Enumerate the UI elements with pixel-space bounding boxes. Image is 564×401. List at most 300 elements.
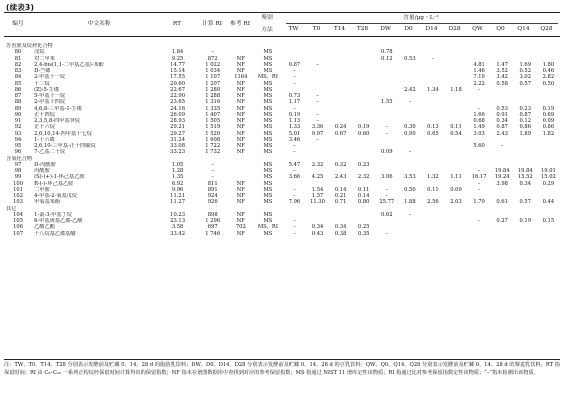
cell-ref-ri: NF (236, 99, 245, 106)
cell-method: MS (263, 161, 273, 168)
cell-rt: 3.58 (171, 224, 184, 231)
cell-value-d14: 1.32 (427, 174, 439, 181)
cell-calc-ri: 891 (207, 186, 218, 193)
cell-value-q28: 0.15 (542, 218, 555, 225)
cell-value-d0: 3.53 (404, 174, 416, 181)
cell-name: 戊烷 (34, 49, 45, 56)
cell-value-q28: 19.01 (540, 168, 556, 175)
cell-ref-ri: NF (236, 93, 245, 100)
cell-calc-ri: 1 520 (205, 130, 221, 137)
cell-value-qw: 5.60 (473, 143, 485, 150)
cell-rt: 9.25 (171, 55, 184, 62)
cell-value-q28: 0.19 (542, 105, 555, 112)
cell-no: 89 (14, 105, 22, 112)
cell-calc-ri: 1 407 (205, 111, 221, 118)
header-sample-t0: T0 (312, 26, 321, 32)
cell-value-dw: – (385, 230, 389, 237)
cell-value-t0: 4.25 (311, 174, 324, 181)
cell-value-q0: 3.52 (496, 68, 508, 75)
cell-value-tw: 0.73 (288, 93, 301, 100)
cell-name: 4-甲基-2-氧基戊烷 (34, 193, 78, 200)
cell-value-tw: – (293, 105, 296, 112)
cell-value-dw: 0.78 (381, 49, 393, 56)
cell-ref-ri: NF (236, 218, 245, 225)
cell-method: MS (263, 186, 273, 193)
cell-method: MS (263, 130, 273, 137)
cell-method: MS (263, 180, 273, 187)
cell-value-t14: 0.67 (334, 130, 347, 137)
cell-value-d14: – (431, 55, 435, 62)
cell-value-q28: 0.86 (542, 124, 555, 131)
cell-method: MS (263, 136, 273, 143)
cell-method: MS (263, 49, 273, 56)
cell-value-d0: 0.90 (404, 130, 416, 137)
cell-no: 83 (14, 68, 22, 75)
cell-rt: 28.93 (170, 118, 186, 125)
cell-value-tw: – (293, 168, 296, 175)
cell-ref-ri: NF (236, 149, 245, 156)
cell-value-d0: 0.30 (404, 124, 416, 131)
cell-value-t0: 3.36 (311, 124, 324, 131)
cell-value-d0: 0.53 (404, 55, 416, 62)
cell-value-d0: 2.42 (404, 86, 416, 93)
cell-value-t28: 0.14 (357, 193, 370, 200)
cell-rt: 33.42 (170, 230, 186, 237)
cell-no: 82 (14, 61, 22, 68)
cell-value-t0: 0.43 (311, 230, 324, 237)
cell-value-t14: 0.32 (334, 161, 347, 168)
cell-value-q14: 0.52 (519, 68, 532, 75)
cell-value-q0: 0.91 (496, 111, 508, 118)
cell-rt: 20.60 (170, 80, 186, 87)
cell-value-q14: 0.12 (519, 118, 532, 125)
cell-calc-ri: 1 207 (205, 80, 221, 87)
cell-value-q14: 0.87 (519, 111, 532, 118)
cell-rt: 15.14 (170, 68, 186, 75)
cell-rt: 17.55 (170, 74, 186, 81)
cell-value-qw: 1.79 (473, 199, 485, 206)
cell-no: 94 (14, 136, 22, 143)
cell-value-q0: 2.43 (496, 130, 508, 137)
cell-calc-ri: – (211, 168, 214, 175)
cell-value-t14: 0.71 (334, 199, 347, 206)
cell-ref-ri: NF (236, 55, 245, 62)
cell-value-tw: 0.87 (288, 61, 301, 68)
cell-method: MS (263, 80, 273, 87)
header-rt: RT (172, 21, 182, 27)
cell-ref-ri: NF (236, 80, 245, 87)
cell-value-t14: 0.21 (334, 193, 347, 200)
cell-value-q0 (491, 231, 514, 237)
cell-value-q0: 0.87 (496, 124, 508, 131)
header-sample-d28: D28 (448, 26, 461, 32)
cell-value-tw: – (293, 230, 296, 237)
cell-value-q28: 0.50 (542, 80, 555, 87)
cell-name: 5-甲基十一烷 (34, 93, 66, 100)
cell-method: MS (263, 149, 273, 156)
cell-ref-ri: NF (236, 111, 245, 118)
cell-no: 107 (13, 230, 23, 237)
cell-value-t28: 0.35 (357, 230, 370, 237)
cell-name: 7-乙基二十烷 (34, 149, 66, 156)
cell-value-qw: 2.22 (473, 80, 485, 87)
cell-rt: 11.21 (170, 193, 186, 200)
cell-name: 2,3,5,8-四甲基癸烷 (34, 118, 80, 125)
cell-method: MS (263, 143, 273, 150)
cell-value-t0: 0.34 (311, 224, 324, 231)
cell-value-qw: 3.03 (473, 130, 485, 137)
cell-value-d0: – (408, 211, 412, 218)
cell-value-qw: – (477, 86, 481, 93)
cell-value-t0: – (316, 61, 319, 68)
cell-method: MS (263, 199, 273, 206)
cell-calc-ri: 1 316 (205, 99, 221, 106)
cell-value-t0: 9.97 (311, 130, 324, 137)
cell-no: 80 (14, 49, 22, 56)
cell-ref-ri: NF (236, 136, 245, 143)
cell-calc-ri: 1 722 (205, 143, 221, 150)
cell-ref-ri: NF (236, 68, 245, 75)
cell-calc-ri: 872 (207, 55, 218, 62)
cell-value-dw: 3.06 (381, 174, 393, 181)
cell-value-d0: – (408, 149, 412, 156)
header-sample-t14: T14 (333, 26, 346, 32)
cell-value-d28: 1.18 (450, 86, 462, 93)
header-sample-q0: Q0 (496, 26, 505, 32)
cell-value-qw: – (477, 218, 481, 225)
cell-method: MS (263, 193, 273, 200)
cell-name: D-内酰胺 (34, 161, 56, 168)
data-table (4, 43, 560, 237)
header-method-2: 方法 (261, 27, 273, 33)
cell-value-t14: 2.43 (334, 174, 347, 181)
cell-value-d0 (398, 231, 421, 237)
cell-rt: 33.23 (170, 149, 186, 156)
cell-method: MS (263, 218, 273, 225)
cell-value-t14: 0.34 (334, 224, 347, 231)
header-sample-t28: T28 (356, 26, 369, 32)
cell-value-d28: 0.11 (450, 124, 462, 131)
cell-value-t0: – (316, 118, 319, 125)
cell-name: 6-甲基庚基乙烯-乙酸 (34, 218, 83, 225)
cell-value-qw: 1.66 (473, 111, 485, 118)
section-label: 芳香族及烷烃化合物 (6, 43, 53, 50)
cell-value-q28 (537, 231, 560, 237)
cell-value-q14: 1.69 (519, 61, 532, 68)
cell-value-dw: – (385, 186, 389, 193)
table-caption: (续表3) (6, 3, 35, 12)
cell-value-q0: – (500, 143, 504, 150)
cell-name: (Z)-5-壬烯 (34, 86, 59, 93)
cell-method: MS (263, 124, 273, 131)
cell-value-q0: 0.58 (496, 80, 508, 87)
header-bottom-rule (4, 36, 560, 37)
cell-value-qw: – (477, 168, 481, 175)
footnote: 注：TW、T0、T14、T28 分别表示发酵前及贮藏 0、14、28 d 的脂肪乳饮料；DW、D0、D14、D28 分别表示发酵前及贮藏 0、14、28 d 的豆乳饮料；QW、Q0、Q14、Q28 分别表示发酵前及贮藏 0、14、28 d 的藜麦乳饮料，RT 指保留时间；RI 由 C₆–C₂₅ 一系列正构烷烃保留时间计算得出的保留指数；NF 指未在谱图数据库中查找到对应的参考保留指数；MS 指通过 NIST 11 谱库定性该物质；RI 指通过比对参考保留指数定性该物质；“–”指未检测出该物质。 (4, 362, 560, 377)
cell-calc-ri: 1 107 (205, 74, 221, 81)
cell-value-q14: 1.89 (519, 130, 532, 137)
header-no: 编号 (12, 21, 24, 27)
cell-calc-ri: 1 732 (205, 149, 221, 156)
cell-method: MS，RI (257, 224, 278, 231)
cell-no: 97 (14, 161, 22, 168)
cell-calc-ri: 1 022 (205, 61, 221, 68)
cell-value-q14 (514, 231, 537, 237)
cell-rt: 1.05 (171, 161, 184, 168)
cell-calc-ri: 811 (207, 180, 218, 187)
table-body (4, 43, 560, 237)
cell-value-t28: 2.32 (357, 174, 370, 181)
cell-value-q14: 19.84 (517, 168, 533, 175)
cell-value-t14: 0.24 (334, 124, 347, 131)
cell-calc-ri: 1 519 (205, 124, 221, 131)
cell-no: 86 (14, 86, 22, 93)
header-content: 含量/μg・L⁻¹ (402, 15, 440, 21)
cell-value-qw: 1.49 (473, 124, 485, 131)
cell-method: MS (263, 174, 273, 181)
cell-value-q0: 0.27 (496, 218, 508, 225)
cell-value-qw: – (477, 105, 481, 112)
cell-value-qw: – (477, 186, 481, 193)
cell-calc-ri: – (211, 174, 214, 181)
header-method-1: 鉴别 (261, 15, 273, 21)
cell-value-tw: – (293, 224, 296, 231)
cell-name: 2,4-bis(1,1-二甲基乙基)-苯酚 (34, 61, 104, 68)
cell-name: 对二甲苯 (34, 55, 55, 62)
cell-calc-ri: 1 296 (205, 218, 221, 225)
header-sample-d0: D0 (404, 26, 413, 32)
cell-calc-ri: 1 608 (205, 136, 221, 143)
cell-value-tw: – (293, 143, 296, 150)
cell-no: 88 (14, 99, 22, 106)
cell-value-d14: 1.34 (427, 86, 439, 93)
cell-value-t0: 1.57 (311, 193, 324, 200)
cell-method: MS (263, 211, 273, 218)
cell-value-q28: 1.82 (542, 130, 555, 137)
cell-value-dw: 0.12 (381, 55, 393, 62)
cell-value-tw: 7.96 (288, 199, 301, 206)
cell-value-qw: – (477, 180, 481, 187)
cell-value-tw: – (293, 149, 296, 156)
cell-no: 90 (14, 111, 22, 118)
cell-calc-ri: 697 (207, 224, 218, 231)
cell-value-q0: 3.98 (496, 180, 508, 187)
cell-value-t28: 0.19 (357, 124, 370, 131)
cell-method: MS (263, 168, 273, 175)
cell-ref-ri: NF (236, 199, 245, 206)
cell-rt: 29.21 (170, 124, 186, 131)
cell-value-t0: 11.30 (310, 199, 325, 206)
cell-rt: 23.13 (170, 218, 186, 225)
cell-value-t0: 2.32 (311, 161, 324, 168)
header-sample-q14: Q14 (517, 26, 530, 32)
cell-name: 乙酸乙酯 (34, 224, 55, 231)
cell-value-tw: – (293, 186, 296, 193)
cell-name: D-苎烯 (34, 68, 51, 75)
cell-value-q14: 0.57 (519, 199, 532, 206)
cell-ref-ri: NF (236, 211, 245, 218)
cell-method: MS (263, 230, 273, 237)
cell-ref-ri: NF (236, 186, 245, 193)
cell-value-tw: 5.01 (288, 130, 301, 137)
header-sample-tw: TW (288, 26, 299, 32)
cell-value-tw: 1.17 (288, 99, 301, 106)
cell-value-qw (468, 231, 491, 237)
cell-name: 4,6,8-三甲基-1-壬烯 (34, 105, 82, 112)
cell-no: 95 (14, 143, 22, 150)
cell-value-q0: 0.34 (496, 118, 508, 125)
cell-name: 二甲胺 (34, 186, 50, 193)
cell-value-t0: – (316, 111, 319, 118)
cell-rt: 23.65 (170, 99, 186, 106)
cell-value-dw: 0.09 (381, 149, 393, 156)
cell-value-q0: 3.42 (496, 74, 508, 81)
cell-no: 81 (14, 55, 22, 62)
cell-ref-ri: NF (236, 105, 245, 112)
cell-ref-ri: 1164 (234, 74, 248, 81)
cell-rt: 33.08 (170, 143, 186, 150)
cell-no: 100 (13, 180, 23, 187)
cell-value-t28: 0.80 (357, 199, 370, 206)
cell-value-q14: 15.52 (517, 174, 533, 181)
cell-name: 2,6,10-三甲基-正十四碳烷 (34, 143, 96, 150)
cell-value-q14: 0.86 (519, 124, 532, 131)
cell-calc-ri: 926 (207, 199, 218, 206)
cell-ref-ri: NF (236, 230, 245, 237)
cell-value-qw: 0.68 (473, 118, 485, 125)
cell-value-qw: 1.46 (473, 68, 485, 75)
cell-value-qw: 4.81 (473, 61, 485, 68)
cell-rt: 22.67 (170, 86, 186, 93)
cell-value-d28: 0.09 (450, 186, 462, 193)
cell-value-tw: 0.19 (288, 111, 301, 118)
cell-value-d14: 0.65 (427, 130, 439, 137)
cell-value-tw: 3.66 (288, 174, 301, 181)
cell-value-d0: 0.50 (404, 186, 416, 193)
cell-value-tw: 1.13 (288, 118, 301, 125)
cell-rt: 9.96 (171, 186, 184, 193)
cell-name: 2,6,10,14-四甲基十七烷 (34, 130, 92, 137)
cell-value-q0: 0.53 (496, 105, 508, 112)
cell-no: 93 (14, 130, 22, 137)
cell-value-t28: 0.25 (357, 224, 370, 231)
cell-name: 甲氧基苯酚 (34, 199, 61, 206)
cell-value-t0: – (316, 136, 319, 143)
table-row (4, 231, 560, 237)
cell-method: MS (263, 118, 273, 125)
cell-value-t28: 0.11 (357, 186, 370, 193)
cell-no: 91 (14, 118, 22, 125)
cell-value-q0: 19.24 (494, 174, 510, 181)
cell-method: MS (263, 93, 273, 100)
cell-method: MS，RI (257, 74, 278, 81)
cell-calc-ri: 924 (207, 193, 218, 200)
cell-value-tw: 1.33 (288, 124, 301, 131)
cell-value-qw: 7.19 (473, 74, 485, 81)
cell-value-tw: – (293, 68, 296, 75)
cell-no: 103 (13, 199, 23, 206)
header-sample-q28: Q28 (540, 26, 553, 32)
cell-no: 98 (14, 168, 22, 175)
cell-value-t28: 0.60 (357, 130, 370, 137)
cell-name: 1-十六烯 (34, 136, 55, 143)
header-sub-rule (286, 23, 558, 24)
cell-value-q14: 0.57 (519, 80, 532, 87)
cell-value-t0: 1.54 (311, 186, 324, 193)
cell-rt: 31.24 (170, 136, 186, 143)
cell-value-dw: 0.62 (381, 211, 393, 218)
cell-rt: 1.84 (171, 49, 184, 56)
cell-rt: 10.23 (170, 211, 186, 218)
cell-value-t0: – (316, 93, 319, 100)
cell-value-t28: 0.23 (357, 161, 370, 168)
cell-calc-ri: – (211, 49, 214, 56)
cell-calc-ri: – (211, 161, 214, 168)
header-sample-qw: QW (472, 26, 483, 32)
cell-method: MS (263, 61, 273, 68)
section-label: 其它 (6, 205, 17, 212)
header-name: 中文名称 (87, 21, 111, 27)
cell-value-tw: – (293, 218, 296, 225)
cell-value-q28: 0.69 (542, 111, 555, 118)
cell-calc-ri: 1 034 (205, 68, 221, 75)
cell-no: 101 (13, 186, 23, 193)
cell-ref-ri: NF (236, 130, 245, 137)
cell-value-q28: 2.82 (542, 74, 555, 81)
cell-value-d28 (444, 231, 467, 237)
cell-value-q28: 0.29 (542, 180, 555, 187)
cell-value-d14: 2.56 (427, 199, 439, 206)
cell-name: 十八烷基乙烯基醚 (34, 230, 76, 237)
cell-ref-ri: NF (236, 124, 245, 131)
cell-no: 84 (14, 74, 22, 81)
cell-value-t14: 0.38 (334, 230, 347, 237)
header-sample-dw: DW (380, 26, 391, 32)
cell-value-dw: 25.77 (379, 199, 395, 206)
cell-rt: 1.35 (171, 174, 184, 181)
cell-value-tw: 5.47 (288, 161, 301, 168)
cell-no: 104 (13, 211, 23, 218)
cell-value-q0: 1.47 (496, 61, 508, 68)
cell-no: 99 (14, 174, 22, 181)
cell-rt: 1.28 (171, 168, 184, 175)
cell-value-d14 (421, 231, 444, 237)
cell-value-q28: 1.80 (542, 61, 555, 68)
top-rule (4, 12, 560, 13)
cell-value-tw: 3.46 (288, 136, 301, 143)
cell-ref-ri: NF (236, 86, 245, 93)
cell-value-q28: 0.46 (542, 68, 555, 75)
cell-no: 87 (14, 93, 22, 100)
cell-ref-ri: NF (236, 143, 245, 150)
cell-method: MS (263, 86, 273, 93)
cell-value-d28: 0.54 (450, 130, 462, 137)
bottom-rule (4, 359, 560, 360)
cell-value-q28: 15.02 (540, 174, 556, 181)
cell-value-t14: 0.14 (334, 186, 347, 193)
cell-value-q28: 0.44 (542, 199, 555, 206)
cell-value-t0: – (316, 99, 319, 106)
cell-rt: 26.09 (170, 111, 186, 118)
cell-rt: 24.16 (170, 105, 186, 112)
cell-value-tw: – (293, 74, 296, 81)
cell-ref-ri: NF (236, 61, 245, 68)
cell-no: 106 (13, 224, 23, 231)
cell-value-d28: 1.11 (450, 174, 462, 181)
cell-value-dw: – (385, 124, 389, 131)
cell-ref-ri: 702 (235, 224, 246, 231)
cell-rt: 22.90 (170, 93, 186, 100)
